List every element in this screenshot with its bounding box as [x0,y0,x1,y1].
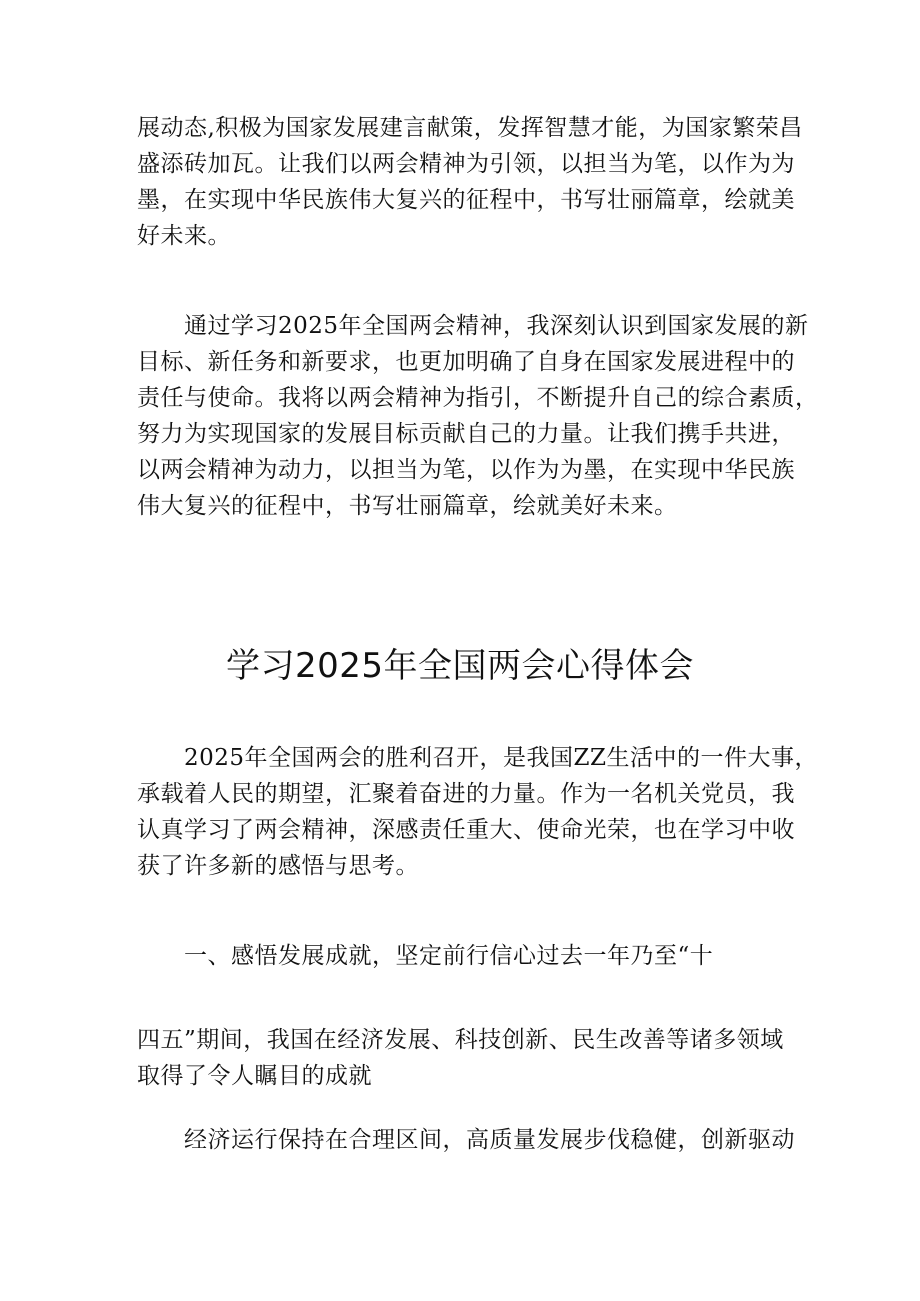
text-line: 目标、新任务和新要求，也更加明确了自身在国家发展进程中的 [137,349,795,375]
document-title: 学习2025年全国两会心得体会 [225,646,695,686]
text-line: 展动态,积极为国家发展建言献策，发挥智慧才能，为国家繁荣昌 [137,115,803,141]
paragraph-introduction [137,740,818,884]
text-line: 盛添砖加瓦。让我们以两会精神为引领，以担当为笔，以作为为 [137,151,795,177]
paragraph-achievements [137,1022,797,1094]
text-line: 好未来。 [137,223,231,249]
paragraph-economy [137,1122,797,1158]
text-line: 一、感悟发展成就，坚定前行信心过去一年乃至“十 [184,943,714,969]
text-line: 以两会精神为动力，以担当为笔，以作为为墨，在实现中华民族 [137,457,795,483]
text-line: 经济运行保持在合理区间，高质量发展步伐稳健，创新驱动 [184,1127,795,1153]
text-line: 四五”期间，我国在经济发展、科技创新、民生改善等诸多领域 [137,1027,784,1053]
section-heading-one [137,938,797,974]
paragraph-closing-previous [137,110,803,254]
text-line: 2025年全国两会的胜利召开，是我国ZZ生活中的一件大事， [184,745,818,771]
text-line: 认真学习了两会精神，深感责任重大、使命光荣，也在学习中收 [137,817,795,843]
text-line: 承载着人民的期望，汇聚着奋进的力量。作为一名机关党员，我 [137,781,795,807]
text-line: 取得了令人瞩目的成就 [137,1063,372,1089]
text-line: 伟大复兴的征程中，书写壮丽篇章，绘就美好未来。 [137,493,678,519]
text-line: 责任与使命。我将以两会精神为指引，不断提升自己的综合素质， [137,385,819,411]
text-line: 通过学习2025年全国两会精神，我深刻认识到国家发展的新 [184,313,809,339]
text-line: 墨，在实现中华民族伟大复兴的征程中，书写壮丽篇章，绘就美 [137,187,795,213]
text-line: 获了许多新的感悟与思考。 [137,853,419,879]
text-line: 努力为实现国家的发展目标贡献自己的力量。让我们携手共进， [137,421,795,447]
paragraph-study-summary [137,308,819,524]
